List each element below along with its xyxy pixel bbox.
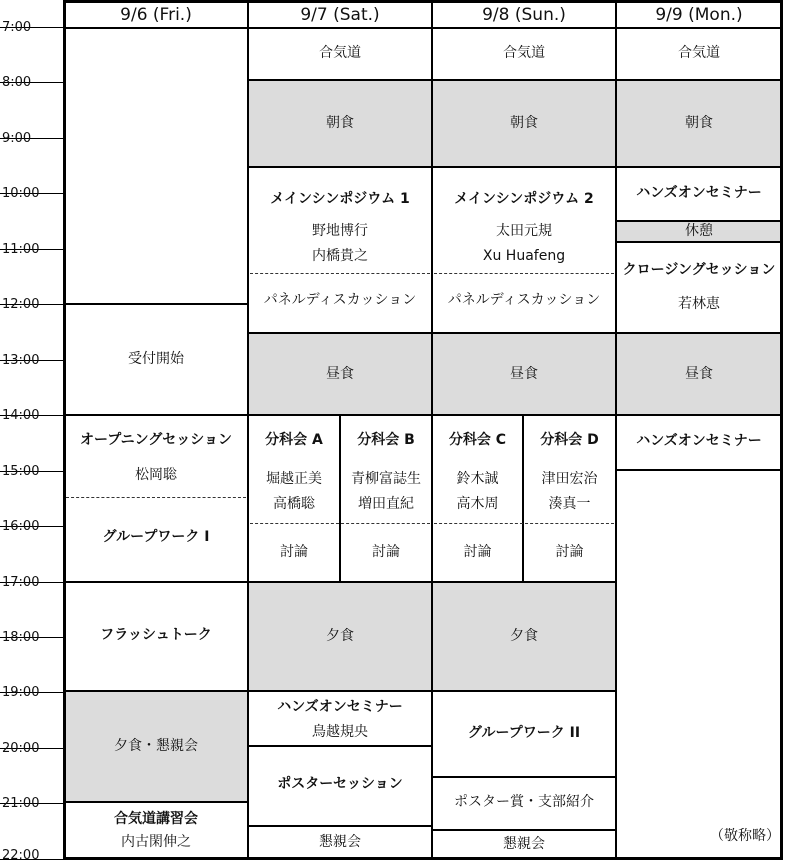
time-label: 18:00 <box>2 630 40 645</box>
mon-handson1: ハンズオンセミナー <box>636 185 762 201</box>
sun-dash-panel <box>434 273 614 274</box>
fri-groupwork1: グループワーク I <box>102 529 210 545</box>
sun-symposium-speaker1: 太田元規 <box>496 223 552 239</box>
time-label: 20:00 <box>2 741 40 756</box>
time-label: 22:00 <box>2 848 40 863</box>
sat-session-a-speaker2: 高橋聡 <box>273 496 315 512</box>
fri-opening-title: オープニングセッション <box>79 432 233 448</box>
fri-flash-talk: フラッシュトーク <box>100 627 212 643</box>
sat-line-1230 <box>248 332 432 334</box>
mon-line-15 <box>616 469 782 471</box>
sat-line-17 <box>248 581 432 583</box>
fri-line-21 <box>64 801 248 803</box>
fri-dinner-party: 夕食・懇親会 <box>114 738 198 754</box>
mon-lunch: 昼食 <box>685 366 713 382</box>
header-bottom <box>63 27 783 29</box>
sun-line-14 <box>432 414 616 416</box>
frame-bottom <box>63 857 783 860</box>
sat-session-b-discussion: 討論 <box>372 544 400 560</box>
time-label: 7:00 <box>2 20 32 35</box>
sat-party: 懇親会 <box>319 834 361 850</box>
sat-line-20 <box>248 745 432 747</box>
sun-aikido: 合気道 <box>503 45 545 61</box>
sat-aikido: 合気道 <box>319 45 361 61</box>
fri-reception: 受付開始 <box>128 351 184 367</box>
fri-opening-speaker: 松岡聡 <box>135 467 177 483</box>
sun-line-19 <box>432 690 616 692</box>
sun-panel: パネルディスカッション <box>447 292 601 308</box>
time-label: 15:00 <box>2 464 40 479</box>
time-label: 14:00 <box>2 408 40 423</box>
sun-line-1230 <box>432 332 616 334</box>
time-label: 10:00 <box>2 186 40 201</box>
mon-aikido: 合気道 <box>678 45 720 61</box>
sun-session-c-discussion: 討論 <box>463 544 492 560</box>
sat-session-a-title: 分科会 A <box>265 432 323 448</box>
frame-top <box>63 0 783 3</box>
fri-line-19 <box>64 690 248 692</box>
mon-line-8 <box>616 79 782 81</box>
time-label: 9:00 <box>2 131 32 146</box>
sat-line-8 <box>248 79 432 81</box>
sun-session-d-title: 分科会 D <box>540 432 599 448</box>
sat-symposium-speaker1: 野地博行 <box>312 223 368 239</box>
sat-line-930 <box>248 166 432 168</box>
time-label: 11:00 <box>2 242 40 257</box>
fri-dash-groupwork <box>66 497 246 498</box>
time-label: 19:00 <box>2 685 40 700</box>
sat-symposium-speaker2: 内橋貴之 <box>312 248 368 264</box>
sun-line-8 <box>432 79 616 81</box>
time-label: 12:00 <box>2 297 40 312</box>
fri-aikido-lecture-speaker: 内古閑伸之 <box>121 834 191 850</box>
time-label: 13:00 <box>2 353 40 368</box>
sun-session-d-discussion: 討論 <box>555 544 584 560</box>
header-mon: 9/9 (Mon.) <box>655 5 743 25</box>
sat-handson-title: ハンズオンセミナー <box>277 699 403 715</box>
sat-line-2130 <box>248 825 432 827</box>
sat-session-b-title: 分科会 B <box>357 432 415 448</box>
sat-dinner: 夕食 <box>326 628 354 644</box>
sun-symposium-speaker2: Xu Huafeng <box>482 248 566 264</box>
sat-session-a-speaker1: 堀越正美 <box>266 471 322 487</box>
mon-line-1230 <box>616 332 782 334</box>
honorifics-note: （敬称略） <box>710 828 780 844</box>
time-label: 17:00 <box>2 575 40 590</box>
sat-session-b-speaker2: 増田直紀 <box>358 496 414 512</box>
sun-session-d-speaker1: 津田宏治 <box>541 471 598 487</box>
sun-dash-discussion <box>434 523 614 524</box>
sun-session-c-speaker2: 高木周 <box>456 496 499 512</box>
sat-poster-session: ポスターセッション <box>277 776 403 792</box>
sun-groupwork2: グループワーク II <box>467 725 581 741</box>
mon-line-14 <box>616 414 782 416</box>
sun-party: 懇親会 <box>503 836 545 852</box>
header-sun: 9/8 (Sun.) <box>482 5 566 25</box>
sat-line-14 <box>248 414 432 416</box>
sun-symposium-title: メインシンポジウム 2 <box>454 191 594 207</box>
sat-dash-panel <box>250 273 430 274</box>
fri-aikido-lecture-title: 合気道講習会 <box>114 811 198 827</box>
sun-session-c-title: 分科会 C <box>448 432 507 448</box>
sun-poster-award: ポスター賞・支部紹介 <box>454 794 594 810</box>
sun-line-17 <box>432 581 616 583</box>
sat-panel: パネルディスカッション <box>263 292 417 308</box>
sat-dash-discussion <box>250 523 430 524</box>
header-fri: 9/6 (Fri.) <box>120 5 192 25</box>
sat-line-19 <box>248 690 432 692</box>
sun-line-2130 <box>432 829 616 831</box>
mon-handson2: ハンズオンセミナー <box>636 433 762 449</box>
sat-symposium-title: メインシンポジウム 1 <box>270 191 410 207</box>
frame-left <box>63 0 66 860</box>
time-label: 8:00 <box>2 75 32 90</box>
sat-handson-speaker: 鳥越規央 <box>312 724 368 740</box>
sat-breakfast: 朝食 <box>326 115 354 131</box>
header-sat: 9/7 (Sat.) <box>300 5 380 25</box>
sun-session-d-speaker2: 湊真一 <box>548 496 591 512</box>
sun-session-c-speaker1: 鈴木誠 <box>456 471 499 487</box>
sat-session-a-discussion: 討論 <box>280 544 308 560</box>
sun-lunch: 昼食 <box>510 366 538 382</box>
sun-breakfast: 朝食 <box>510 115 538 131</box>
sun-line-2030 <box>432 776 616 778</box>
sun-line-930 <box>432 166 616 168</box>
sat-session-b-speaker1: 青柳富誌生 <box>351 471 421 487</box>
fri-line-12 <box>64 303 248 305</box>
sat-lunch: 昼食 <box>326 366 354 382</box>
mon-closing-title: クロージングセッション <box>622 262 776 278</box>
mon-closing-speaker: 若林恵 <box>678 296 720 312</box>
sun-dinner: 夕食 <box>510 628 538 644</box>
mon-breakfast: 朝食 <box>685 115 713 131</box>
mon-line-930 <box>616 166 782 168</box>
fri-line-14 <box>64 414 248 416</box>
mon-line-break-bottom <box>616 241 782 243</box>
fri-line-17 <box>64 581 248 583</box>
mon-break: 休憩 <box>685 223 713 239</box>
time-label: 16:00 <box>2 519 40 534</box>
time-label: 21:00 <box>2 796 40 811</box>
